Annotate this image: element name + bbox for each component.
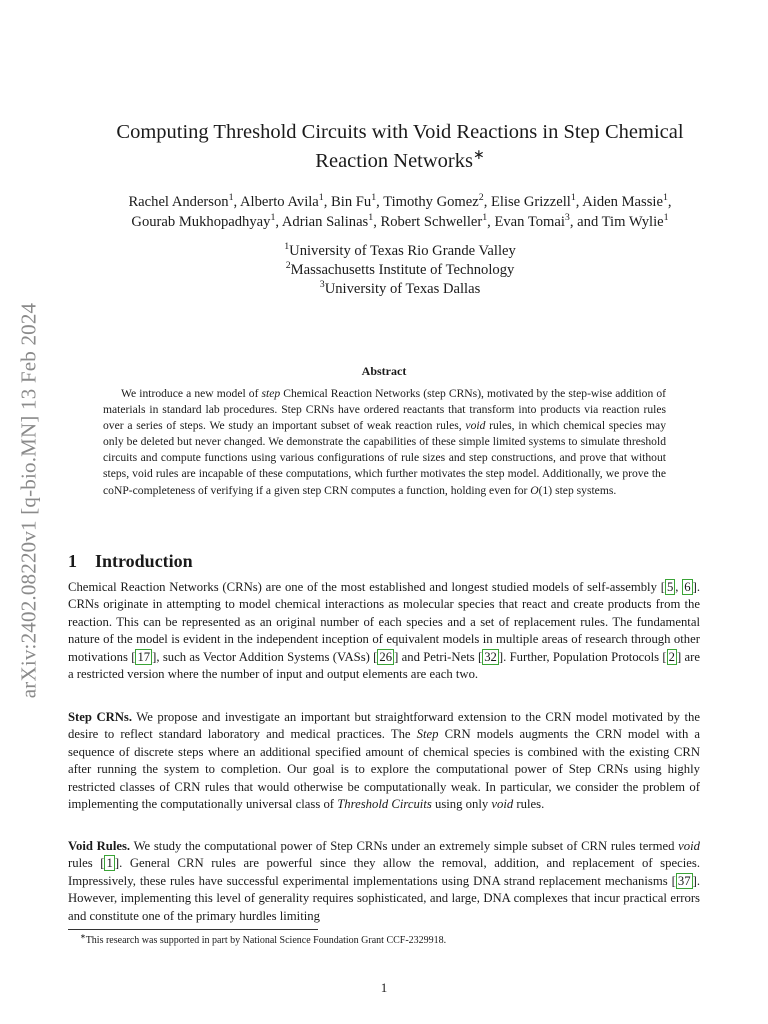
abstract-text: step systems.: [552, 483, 617, 497]
author-affiliation-mark: 1: [570, 192, 576, 204]
section-number: 1: [68, 551, 77, 571]
affiliation-name: Massachusetts Institute of Technology: [290, 262, 515, 278]
paragraph-text: , such as Vector Addition Systems (VASs): [156, 649, 374, 664]
citation-link[interactable]: 17: [137, 649, 151, 664]
author-affiliation-mark: 1: [270, 212, 276, 224]
author-name: Bin Fu: [331, 194, 372, 210]
intro-paragraph-step-crns: [68, 709, 700, 813]
page-number: 1: [380, 980, 388, 995]
paragraph-text: We study the computational power of Step CRNs under an extremely simple subset of CRN rules termed: [130, 839, 679, 853]
title-footnote-mark: ∗: [473, 148, 485, 164]
citation-link[interactable]: 5: [666, 580, 674, 594]
affiliation-number: 1: [284, 241, 290, 253]
author-name: Timothy Gomez: [383, 194, 479, 210]
abstract-heading: Abstract: [361, 364, 407, 378]
affiliation-number: 3: [319, 279, 325, 291]
citation-link[interactable]: 32: [484, 649, 497, 664]
author-line-2: Gourab Mukhopadhyay$^1$, Adrian Salinas$^1$, Robert Schweller$^1$, Evan Tomai$^3$, and Tim Wylie$^1$: [131, 212, 669, 230]
affiliation: [60, 280, 740, 299]
arxiv-sidebar-stamp: [12, 250, 46, 750]
paragraph-emphasis: Step: [416, 727, 439, 742]
section-title: Introduction: [95, 551, 193, 571]
intro-paragraph-void-rules: Void Rules. We study the computational power of Step CRNs under an extremely simple subset of CRN rules termed void rules [ 1 ]. General CRN rules are powerful since they allow the removal, addition, and replacement of species. Impressively, these rules have successful experimental implementations using DNA strand replacement mechanisms [ 37 ]. However, implementing this level of generality requires sophisticated, and large, DNA complexes that incur practical errors and constitute one of the primary hurdles limiting: [68, 839, 700, 923]
arxiv-id: arXiv:2402.08220v1 [q-bio.MN] 13 Feb 2024: [16, 302, 41, 698]
affiliation-name: University of Texas Dallas: [324, 281, 481, 297]
abstract-emphasis: step: [261, 387, 281, 400]
abstract-text: We introduce a new model of: [121, 387, 262, 400]
paragraph-emphasis: Threshold Circuits: [337, 797, 432, 812]
section-heading-introduction: [68, 551, 193, 572]
author-name: Gourab Mukhopadhyay: [131, 214, 271, 230]
paragraph-emphasis: void: [491, 797, 514, 812]
author-name: Elise Grizzell: [490, 194, 571, 210]
affiliation: [60, 242, 740, 261]
paragraph-text: are a restricted version where the number of input and output elements are each two.: [68, 649, 700, 682]
author-affiliation-mark: 3: [564, 212, 570, 224]
title-line-2: [60, 147, 740, 176]
abstract-body: [103, 386, 666, 499]
author-affiliation-mark: 1: [228, 192, 234, 204]
author-line-1: Rachel Anderson$^1$, Alberto Avila$^1$, Bin Fu$^1$, Timothy Gomez$^2$, Elise Grizzell$^1$, Aiden Massie$^1$,: [128, 192, 672, 210]
paragraph-text: . General CRN rules are powerful since they allow the removal, addition, and replacement of species. Impressively, these rules have successful experimental implementations using DNA strand replacement mechanisms: [68, 856, 700, 888]
author-name: Evan Tomai: [494, 214, 565, 230]
footnote-mark: ∗: [80, 933, 86, 941]
title-line-2-text: Reaction Networks: [315, 150, 473, 172]
author-affiliation-mark: 1: [482, 212, 488, 224]
author-name: Aiden Massie: [582, 194, 663, 210]
author-affiliation-mark: 1: [368, 212, 374, 224]
abstract-text: Chemical Reaction Networks (step CRNs), motivated by the step-wise addition of materials in standard lab procedures. Step CRNs have ordered reactants that transform into products via reaction rules over a series of steps. We study an important subset of weak reaction rules,: [103, 387, 666, 433]
paragraph-lead: Void Rules.: [68, 839, 131, 853]
author-name: Adrian Salinas: [281, 214, 369, 230]
author-conjunction: and: [577, 214, 599, 230]
paragraph-text: . However, implementing this level of generality requires sophisticated, and large, DNA complexes that incur practical errors and constitute one of the primary hurdles limiting: [68, 873, 700, 923]
paper-title: [60, 118, 740, 176]
footnote-rule: [68, 929, 318, 930]
citation-link[interactable]: 6: [684, 580, 691, 594]
author-affiliation-mark: 1: [662, 192, 668, 204]
affiliation-list: [60, 242, 740, 299]
abstract-emphasis: void: [465, 419, 486, 433]
citation-link[interactable]: 37: [677, 873, 691, 888]
citation-link[interactable]: 2: [668, 649, 675, 664]
author-list: [60, 192, 740, 232]
paragraph-text: using only: [431, 797, 492, 812]
author-affiliation-mark: 1: [663, 212, 669, 224]
intro-paragraph-1: Chemical Reaction Networks (CRNs) are one of the most established and longest studied models of self-assembly [ 5 , 6 ]. CRNs originate in attempting to model chemical interactions as molecular species that react and create products from the reaction. This can be represented as an original number of each species and a set of replacement rules. The fundamental nature of the model is evident in the independent inception of equivalent models in multiple areas of research through other motivations [ 17 ], such as Vector Addition Systems (VASs) [ 26 ] and Petri-Nets [ 32 ]. Further, Population Protocols [ 2 ] are a restricted version where the number of input and output elements are each two.: [68, 580, 701, 682]
paragraph-text: and Petri-Nets: [398, 649, 478, 664]
title-line-1: Computing Threshold Circuits with Void Reactions in Step Chemical: [116, 121, 684, 143]
paragraph-text: We propose and investigate an important but straightforward extension to the CRN model motivated by the desire to reflect standard laboratory and medical practices. The: [68, 710, 700, 742]
author-affiliation-mark: 1: [371, 192, 377, 204]
paragraph-text: . Further, Population Protocols: [503, 649, 663, 664]
paragraph-lead: Step CRNs.: [68, 710, 133, 724]
affiliation-name: University of Texas Rio Grande Valley: [289, 243, 516, 259]
author-name: Robert Schweller: [380, 214, 483, 230]
abstract-math-arg: (1): [538, 483, 553, 497]
affiliation-number: 2: [285, 260, 291, 272]
author-name: Alberto Avila: [240, 194, 319, 210]
affiliation: [60, 261, 740, 280]
footnote-text: This research was supported in part by National Science Foundation Grant CCF-2329918.: [85, 935, 447, 946]
paragraph-text: Chemical Reaction Networks (CRNs) are one of the most established and longest studied models of self-assembly: [68, 580, 661, 594]
paragraph-emphasis: void: [678, 839, 700, 853]
footnote: [80, 934, 700, 948]
paragraph-text: rules: [68, 856, 101, 871]
author-name: Tim Wylie: [601, 214, 664, 230]
author-affiliation-mark: 1: [318, 192, 324, 204]
citation-link[interactable]: 1: [106, 856, 113, 871]
paragraph-text: CRN models augments the CRN model with a sequence of discrete steps where an additional specified amount of chemical species is combined with the existing CRN after running the system to completion. Our goal is to explore the computational power of Step CRNs using highly restricted classes of CRN rules that would otherwise be computationally weak. In particular, we consider the problem of implementing the computationally universal class of: [68, 727, 700, 812]
abstract-text: rules, in which chemical species may only be deleted but never changed. We demonstrate the capabilities of these simple limited systems to simulate threshold circuits and compute functions using various configurations of rule sizes and step constructions, and prove that without steps, void rules are incapable of these computations, which further motivates the step model. Additionally, we prove the coNP-completeness of verifying if a given step CRN computes a function, holding even for: [103, 419, 666, 497]
author-affiliation-mark: 2: [478, 192, 484, 204]
abstract-math: O: [530, 483, 539, 497]
paragraph-text: . CRNs originate in attempting to model chemical interactions as molecular species that react and create products from the reaction. This can be represented as an original number of each species and a set of replacement rules. The fundamental nature of the model is evident in the independent inception of equivalent models in multiple areas of research through other motivations: [68, 580, 701, 664]
author-name: Rachel Anderson: [128, 194, 229, 210]
citation-link[interactable]: 26: [379, 649, 393, 664]
paragraph-text: rules.: [513, 797, 545, 812]
